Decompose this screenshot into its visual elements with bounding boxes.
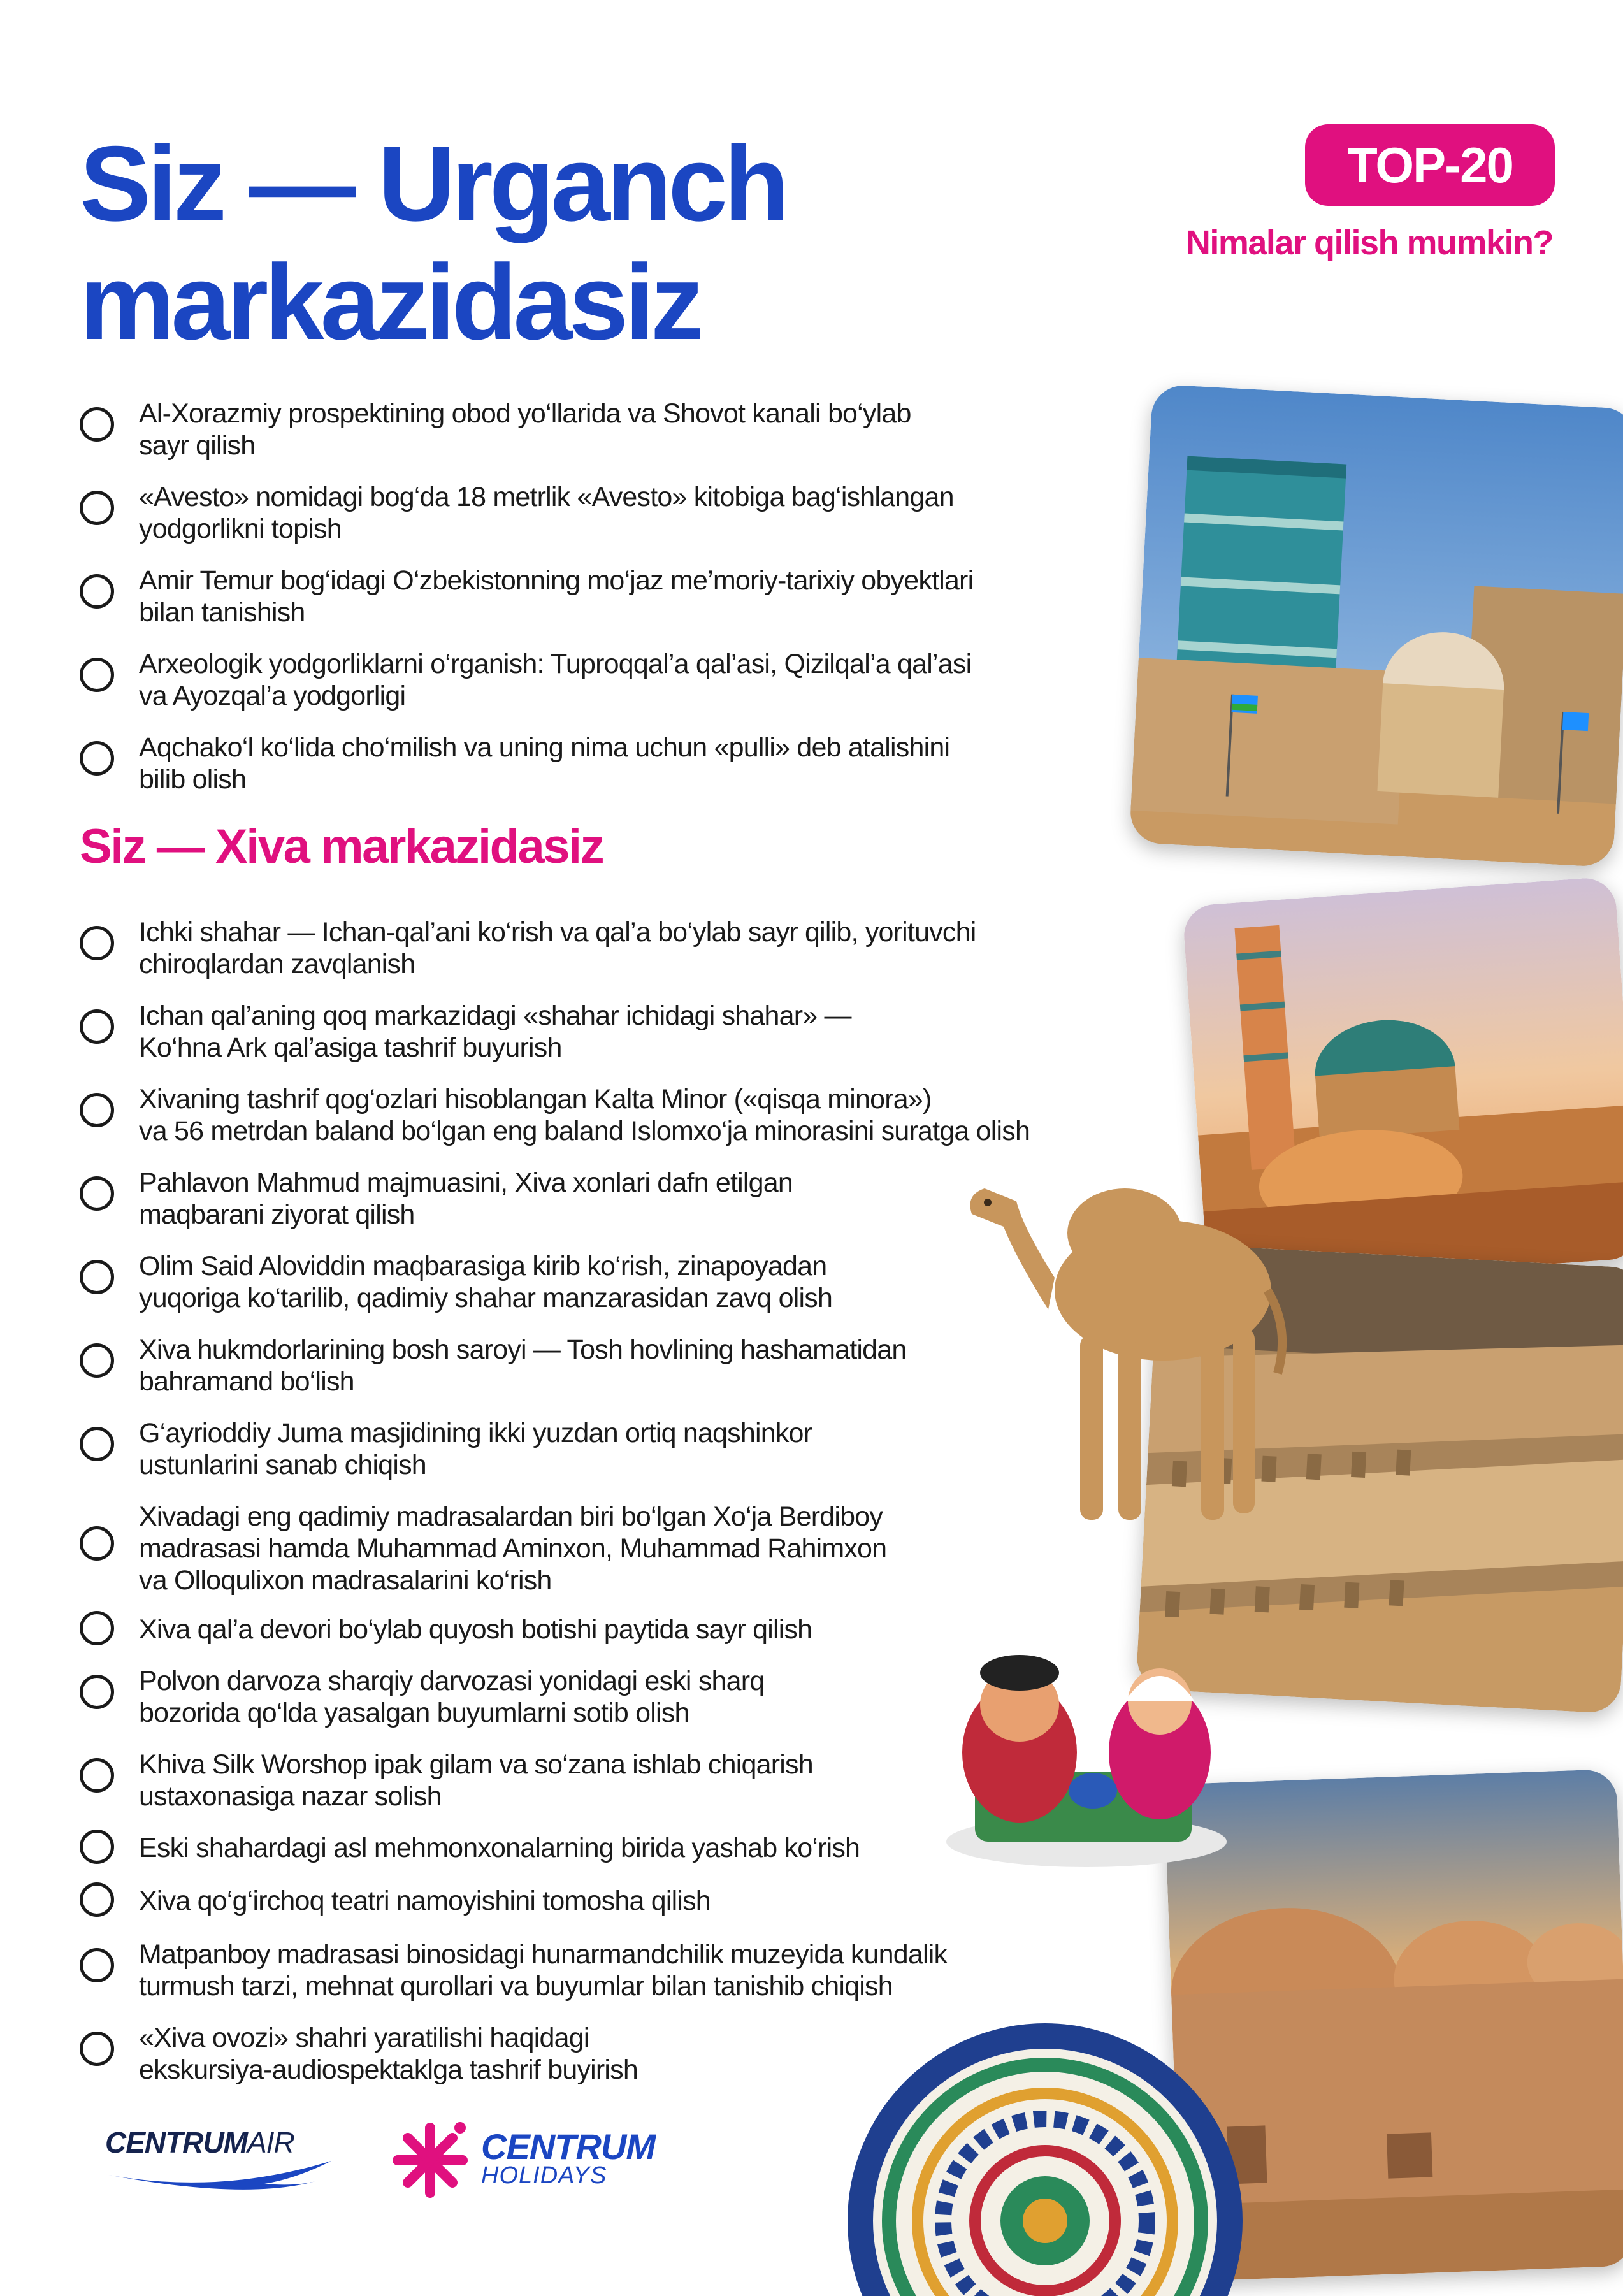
checkbox-circle-icon[interactable] [80,1260,114,1294]
checkbox-circle-icon[interactable] [80,1611,114,1645]
checkbox-circle-icon[interactable] [80,1675,114,1709]
checkbox-circle-icon[interactable] [80,1758,114,1793]
checkbox-circle-icon[interactable] [80,1176,114,1211]
photo-kalta-minor [1129,384,1623,868]
checkbox-circle-icon[interactable] [80,407,114,442]
ceramic-plate-image [841,2017,1249,2296]
checkbox-circle-icon[interactable] [80,741,114,776]
checkbox-circle-icon[interactable] [80,658,114,692]
dolls-image [937,1644,1236,1874]
checkbox-circle-icon[interactable] [80,491,114,525]
centrum-air-bird-icon [105,2156,335,2194]
logo-air-suffix: AIR [247,2126,294,2159]
page-title [80,124,786,361]
centrum-air-logo [105,2125,294,2160]
checkbox-circle-icon[interactable] [80,1882,114,1917]
checkbox-circle-icon[interactable] [80,1526,114,1561]
holidays-logo-sub: HOLIDAYS [481,2162,607,2189]
checkbox-circle-icon[interactable] [80,1009,114,1044]
checkbox-circle-icon[interactable] [80,2032,114,2066]
checkbox-circle-icon[interactable] [80,1830,114,1864]
checkbox-circle-icon[interactable] [80,1427,114,1461]
logo-air-name: CENTRUM [105,2126,247,2159]
centrum-star-icon [389,2119,472,2202]
checkbox-circle-icon[interactable] [80,1948,114,1982]
title-line-2: markazidasiz [80,242,700,362]
camel-image [959,1163,1303,1533]
checkbox-circle-icon[interactable] [80,926,114,960]
section-title-xiva: Siz — Xiva markazidasiz [80,819,603,874]
top-20-badge: TOP-20 [1305,124,1555,206]
subtitle: Nimalar qilish mumkin? [1185,224,1553,262]
title-line-1: Siz — Urganch [80,124,786,243]
checkbox-circle-icon[interactable] [80,1343,114,1378]
checkbox-circle-icon[interactable] [80,574,114,609]
checkbox-circle-icon[interactable] [80,1093,114,1127]
holidays-logo-name: CENTRUM [481,2126,655,2167]
